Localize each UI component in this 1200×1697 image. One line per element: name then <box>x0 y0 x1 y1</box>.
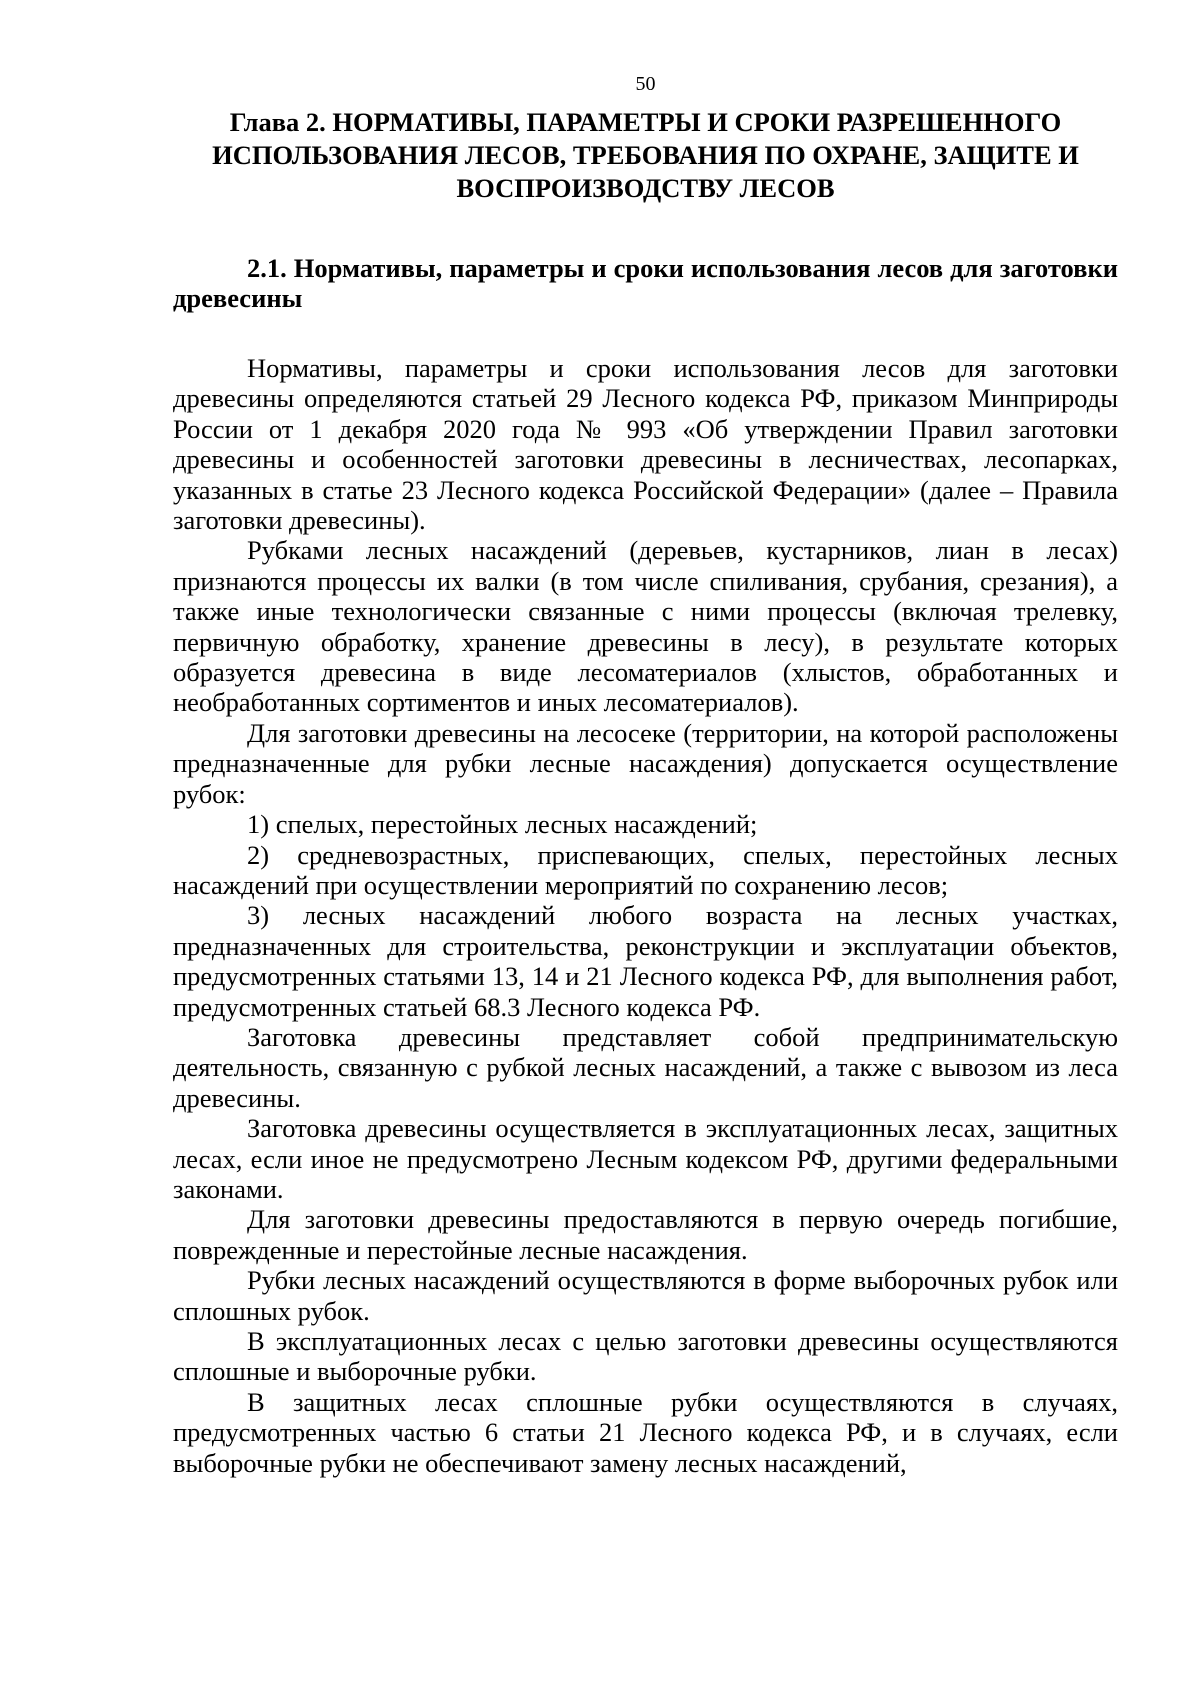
paragraph: Рубки лесных насаждений осуществляются в форме выборочных рубок или сплошных рубок. <box>173 1265 1118 1326</box>
page-number: 50 <box>635 73 656 95</box>
chapter-title: Глава 2. НОРМАТИВЫ, ПАРАМЕТРЫ И СРОКИ РАЗРЕШЕННОГО ИСПОЛЬЗОВАНИЯ ЛЕСОВ, ТРЕБОВАНИЯ ПО ОХРАНЕ, ЗАЩИТЕ И ВОСПРОИЗВОДСТВУ ЛЕСОВ <box>212 107 1079 203</box>
document-body <box>173 353 1118 1478</box>
document-page <box>173 70 1118 1478</box>
paragraph: Заготовка древесины представляет собой предпринимательскую деятельность, связанную с рубкой лесных насаждений, а также с вывозом из леса древесины. <box>173 1021 1118 1113</box>
paragraph: Заготовка древесины осуществляется в эксплуатационных лесах, защитных лесах, если иное не предусмотрено Лесным кодексом РФ, другими федеральными законами. <box>173 1113 1118 1204</box>
paragraph: Нормативы, параметры и сроки использования лесов для заготовки древесины определяются статьей 29 Лесного кодекса РФ, приказом Минприроды России от 1 декабря 2020 года № 993 «Об утверждении Правил заготовки древесины и особенностей заготовки древесины в лесничествах, лесопарках, указанных в статье 23 Лесного кодекса Российской Федерации» (далее – Правила заготовки древесины). <box>173 353 1118 536</box>
list-item: 1) спелых, перестойных лесных насаждений; <box>247 809 758 840</box>
paragraph: Рубками лесных насаждений (деревьев, кустарников, лиан в лесах) признаются процессы их валки (в том числе спиливания, срубания, срезания), а также иные технологически связанные с ними процессы (включая трелевку, первичную обработку, хранение древесины в лесу), в результате которых образуется древесина в виде лесоматериалов (хлыстов, обработанных и необработанных сортиментов и иных лесоматериалов). <box>173 535 1118 718</box>
paragraph: В эксплуатационных лесах с целью заготовки древесины осуществляются сплошные и выборочные рубки. <box>173 1326 1118 1387</box>
section-title: 2.1. Нормативы, параметры и сроки использования лесов для заготовки древесины <box>173 253 1118 313</box>
paragraph: Для заготовки древесины предоставляются в первую очередь погибшие, поврежденные и перестойные лесные насаждения. <box>173 1204 1118 1265</box>
paragraph: Для заготовки древесины на лесосеке (территории, на которой расположены предназначенные для рубки лесные насаждения) допускается осуществление рубок: <box>173 717 1118 809</box>
list-item: 3) лесных насаждений любого возраста на лесных участках, предназначенных для строительства, реконструкции и эксплуатации объектов, предусмотренных статьями 13, 14 и 21 Лесного кодекса РФ, для выполнения работ, предусмотренных статьей 68.3 Лесного кодекса РФ. <box>173 900 1118 1022</box>
list-item: 2) средневозрастных, приспевающих, спелых, перестойных лесных насаждений при осуществлении мероприятий по сохранению лесов; <box>173 839 1118 900</box>
paragraph: В защитных лесах сплошные рубки осуществляются в случаях, предусмотренных частью 6 статьи 21 Лесного кодекса РФ, и в случаях, если выборочные рубки не обеспечивают замену лесных насаждений, <box>173 1386 1118 1478</box>
